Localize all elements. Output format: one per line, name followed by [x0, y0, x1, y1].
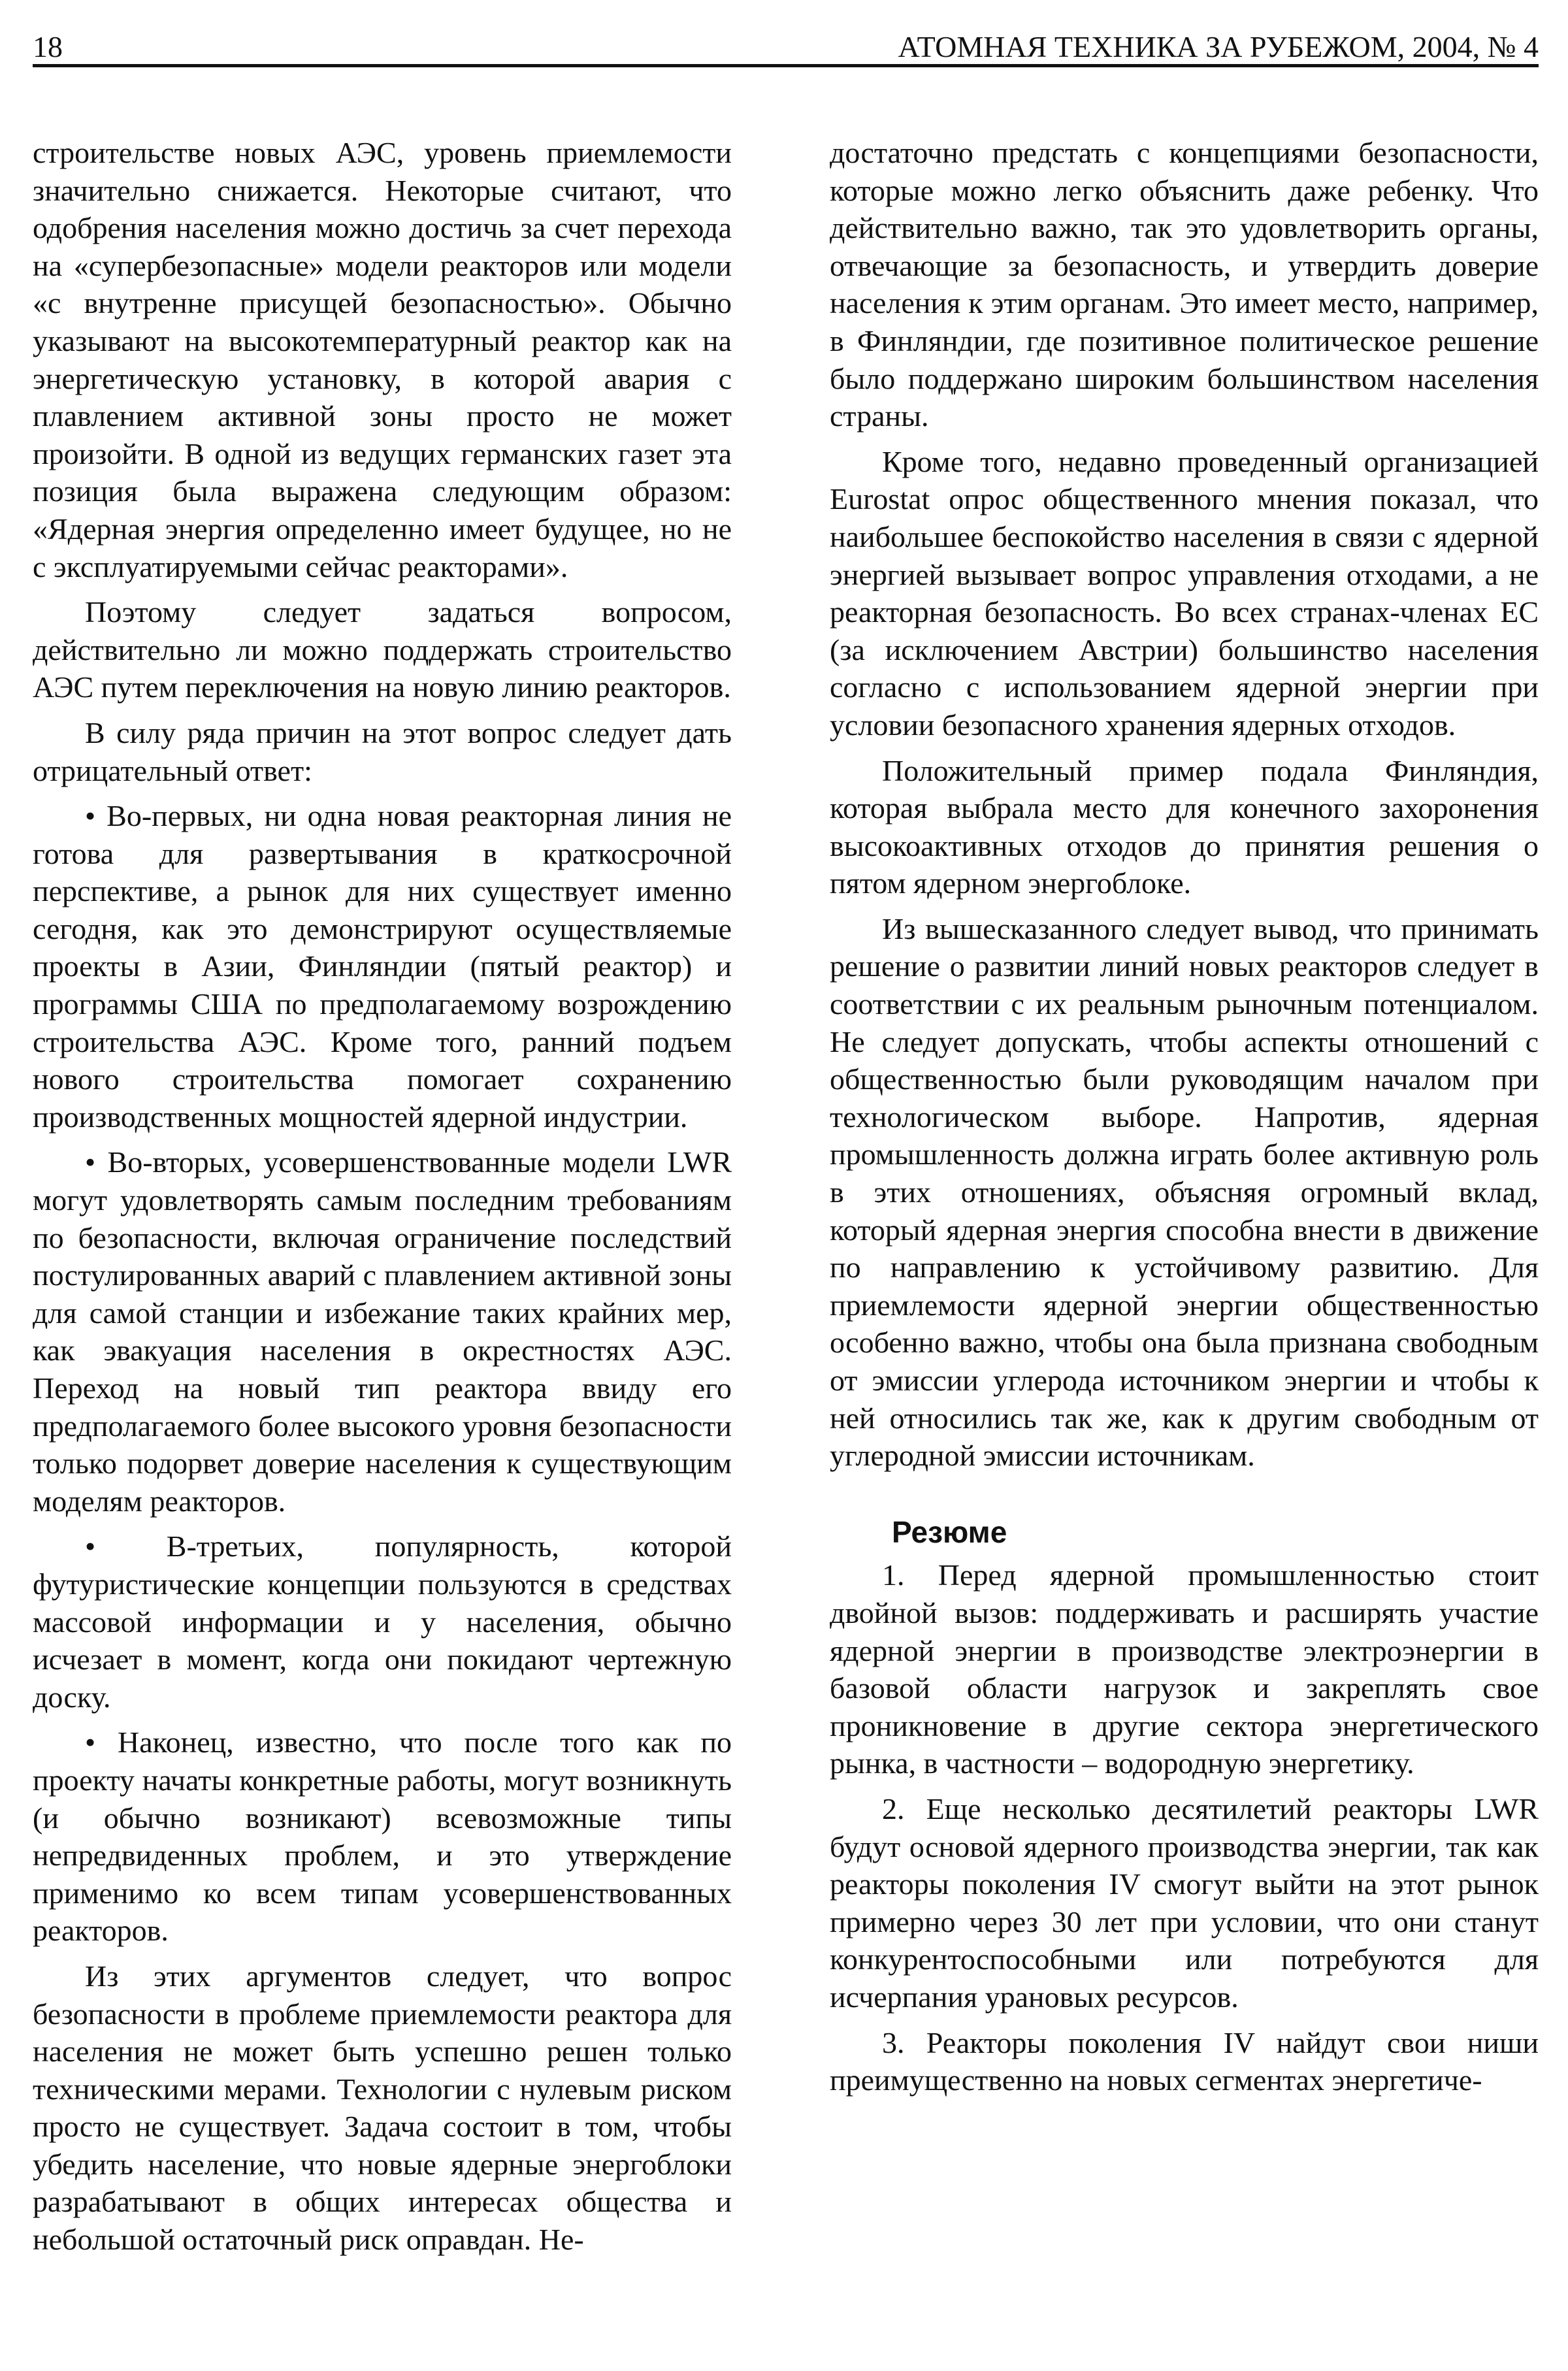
- journal-title: АТОМНАЯ ТЕХНИКА ЗА РУБЕЖОМ, 2004, № 4: [898, 30, 1539, 63]
- bullet-paragraph: • В-третьих, популярность, которой футуристические концепции пользуются в средствах массовой информации и у населения, обычно исчезает в момент, когда они покидают чертежную доску.: [33, 1529, 732, 1714]
- paragraph: строительстве новых АЭС, уровень приемлемости значительно снижается. Некоторые считают, что одобрения населения можно достичь за счет перехода на «супербезопасные» модели реакторов или модели «с внутренне присущей безопасностью». Обычно указывают на высокотемпературный реактор как на энергетическую установку, в которой авария с плавлением активной зоны просто не может произойти. В одной из ведущих германских газет эта позиция была выражена следующим образом: «Ядерная энергия определенно имеет будущее, но не с эксплуатируемыми сейчас реакторами».: [33, 136, 732, 583]
- bullet-paragraph: • Во-вторых, усовершенствованные модели LWR могут удовлетворять самым последним требованиям по безопасности, включая ограничение последствий постулированных аварий с плавлением активной зоны для самой станции и избежание таких крайних мер, как эвакуация населения в окрестностях АЭС. Переход на новый тип реактора ввиду его предполагаемого более высокого уровня безопасности только подорвет доверие населения к существующим моделям реакторов.: [33, 1145, 732, 1518]
- summary-item: 2. Еще несколько десятилетий реакторы LWR будут основой ядерного производства энергии, так как реакторы поколения IV смогут выйти на этот рынок примерно через 30 лет при условии, что они станут конкурентоспособными или потребуются для исчерпания урановых ресурсов.: [830, 1791, 1539, 2014]
- paragraph: Кроме того, недавно проведенный организацией Eurostat опрос общественного мнения показал, что наибольшее беспокойство населения в связи с ядерной энергией вызывает вопрос управления отходами, а не реакторная безопасность. Во всех странах-членах ЕС (за исключением Австрии) большинство населения согласно с использованием ядерной энергии при условии безопасного хранения ядерных отходов.: [830, 444, 1539, 742]
- bullet-paragraph: • Во-первых, ни одна новая реакторная линия не готова для развертывания в краткосрочной перспективе, а рынок для них существует именно сегодня, как это демонстрируют осуществляемые проекты в Азии, Финляндии (пятый реактор) и программы США по предполагаемому возрождению строительства АЭС. Кроме того, ранний подъем нового строительства помогает сохранению производственных мощностей ядерной индустрии.: [33, 799, 732, 1134]
- summary-heading: Резюме: [892, 1514, 1007, 1549]
- header-rule: [33, 64, 1539, 67]
- running-header: [33, 18, 1539, 64]
- right-column: [830, 134, 1539, 2107]
- paragraph: Положительный пример подала Финляндия, которая выбрала место для конечного захоронения высокоактивных отходов до принятия решения о пятом ядерном энергоблоке.: [830, 753, 1539, 900]
- page-number: 18: [33, 30, 63, 63]
- paragraph: Из вышесказанного следует вывод, что принимать решение о развитии линий новых реакторов следует в соответствии с их реальным рыночным потенциалом. Не следует допускать, чтобы аспекты отношений с общественностью были руководящим началом при технологическом выборе. Напротив, ядерная промышленность должна играть более активную роль в этих отношениях, объясняя огромный вклад, который ядерная энергия способна внести в движение по направлению к устойчивому развитию. Для приемлемости ядерной энергии общественностью особенно важно, чтобы она была признана свободным от эмиссии углерода источником энергии и чтобы к ней относились так же, как к другим свободным от углеродной эмиссии источникам.: [830, 911, 1539, 1473]
- paragraph: В силу ряда причин на этот вопрос следует дать отрицательный ответ:: [33, 715, 732, 787]
- summary-item: 1. Перед ядерной промышленностью стоит двойной вызов: поддерживать и расширять участие ядерной энергии в производстве электроэнергии в базовой области нагрузок и закреплять свое проникновение в другие сектора энергетического рынка, в частности – водородную энергетику.: [830, 1558, 1539, 1780]
- paragraph: достаточно предстать с концепциями безопасности, которые можно легко объяснить даже ребенку. Что действительно важно, так это удовлетворить органы, отвечающие за безопасность, и утвердить доверие населения к этим органам. Это имеет место, например, в Финляндии, где позитивное политическое решение было поддержано широким большинством населения страны.: [830, 136, 1539, 433]
- left-column: [33, 134, 732, 2266]
- bullet-paragraph: • Наконец, известно, что после того как по проекту начаты конкретные работы, могут возникнуть (и обычно возникают) всевозможные типы непредвиденных проблем, и это утверждение применимо ко всем типам усовершенствованных реакторов.: [33, 1725, 732, 1948]
- paragraph: Поэтому следует задаться вопросом, действительно ли можно поддержать строительство АЭС путем переключения на новую линию реакторов.: [33, 595, 732, 704]
- paragraph: Из этих аргументов следует, что вопрос безопасности в проблеме приемлемости реактора для населения не может быть успешно решен только техническими мерами. Технологии с нулевым риском просто не существует. Задача состоит в том, чтобы убедить население, что новые ядерные энергоблоки разрабатывают в общих интересах общества и небольшой остаточный риск оправдан. Не-: [33, 1959, 732, 2257]
- summary-item: 3. Реакторы поколения IV найдут свои ниши преимущественно на новых сегментах энергетиче-: [830, 2025, 1539, 2097]
